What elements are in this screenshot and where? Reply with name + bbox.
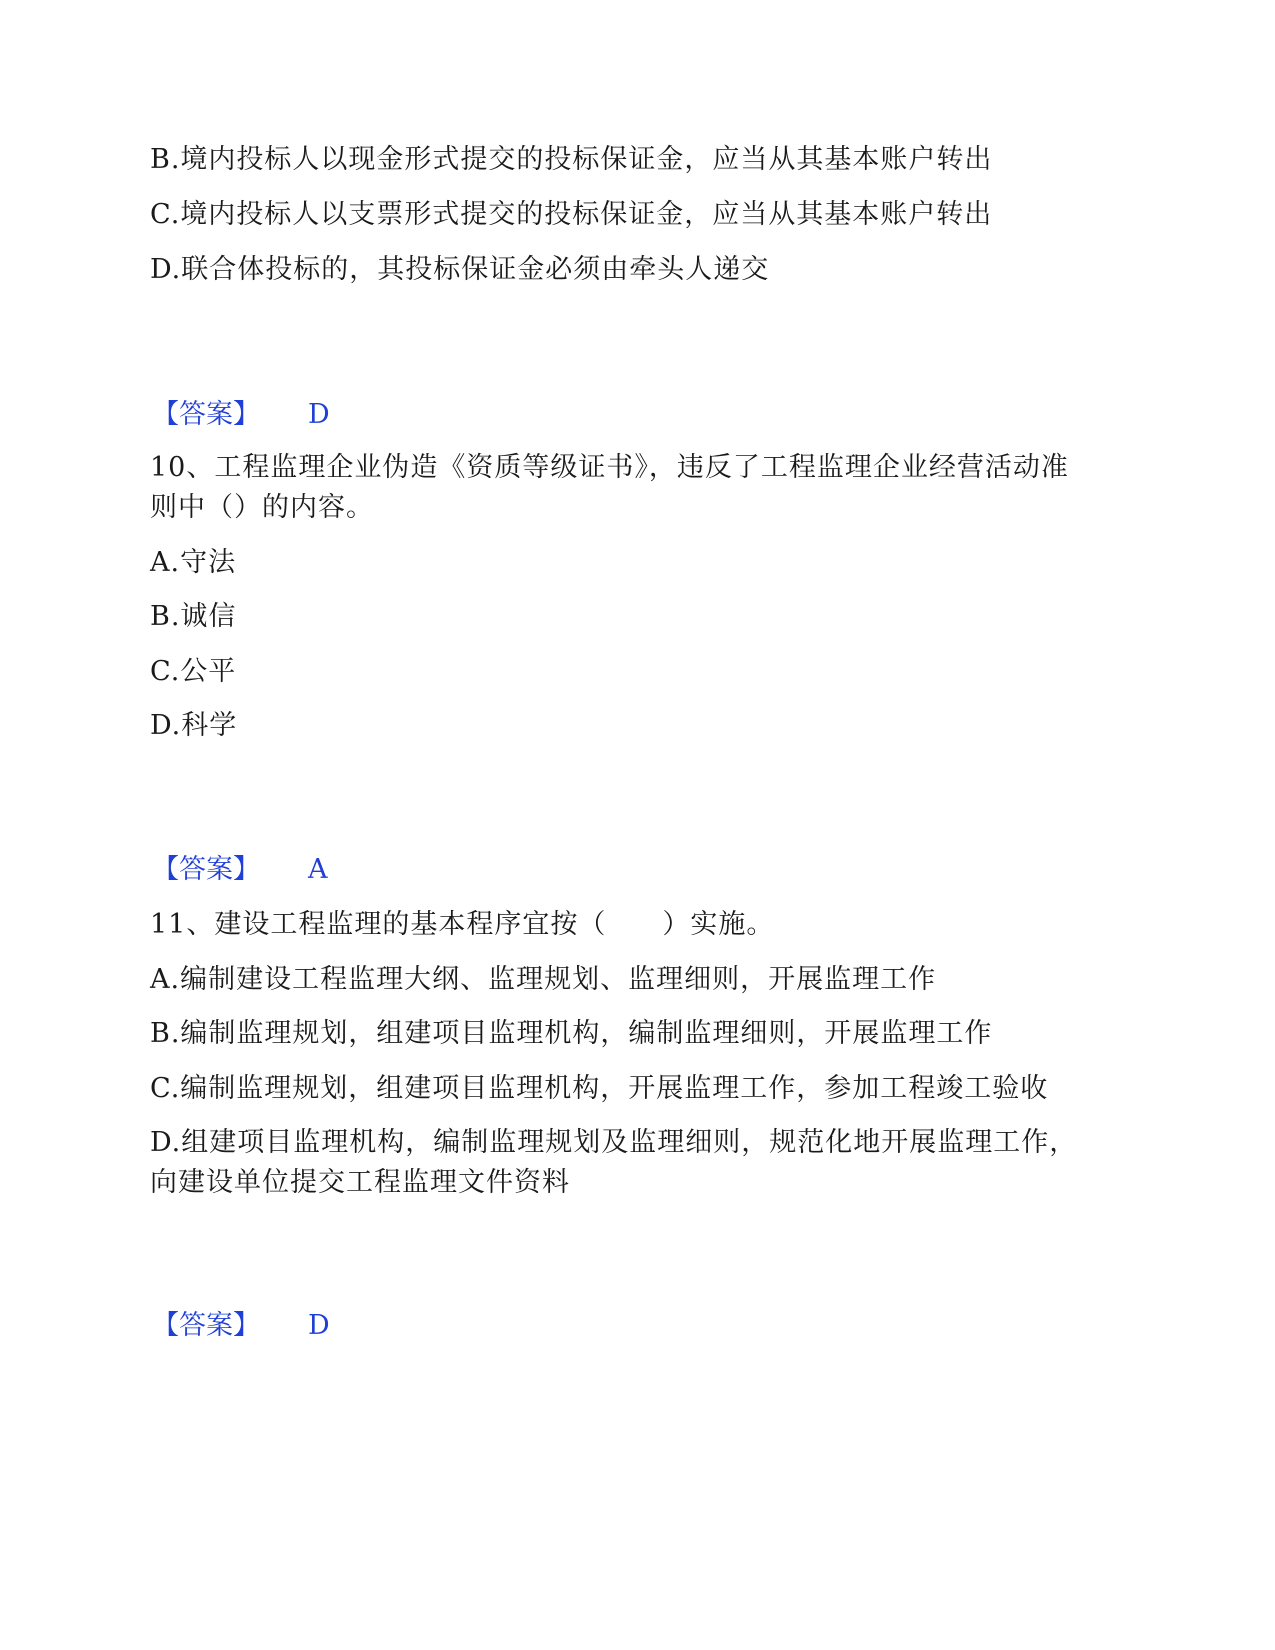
q11-stem: 11、建设工程监理的基本程序宜按（ ）实施。 [150,909,775,940]
q10-option-d: D.科学 [150,710,238,741]
answer-value: D [308,1310,330,1341]
answer-label: 【答案】 [152,1310,260,1341]
q10-option-b: B.诚信 [150,601,237,632]
q11-option-b: B.编制监理规划，组建项目监理机构，编制监理细则，开展监理工作 [150,1018,993,1049]
q10-answer [152,850,328,890]
q9-option-c: C.境内投标人以支票形式提交的投标保证金，应当从其基本账户转出 [150,199,993,230]
answer-label: 【答案】 [152,854,260,885]
q10-option-c: C.公平 [150,656,237,687]
q10-stem-line1: 10、工程监理企业伪造《资质等级证书》，违反了工程监理企业经营活动准 [150,452,1069,483]
q11-option-d-line2: 向建设单位提交工程监理文件资料 [150,1167,570,1198]
q11-option-d-line1: D.组建项目监理机构，编制监理规划及监理细则，规范化地开展监理工作， [150,1127,1078,1158]
answer-label: 【答案】 [152,399,260,430]
answer-value: A [308,854,328,885]
q9-option-d: D.联合体投标的，其投标保证金必须由牵头人递交 [150,254,770,285]
q9-answer [152,395,330,435]
q11-option-c: C.编制监理规划，组建项目监理机构，开展监理工作，参加工程竣工验收 [150,1073,1049,1104]
q10-option-a: A.守法 [150,547,237,578]
q10-stem-line2: 则中（）的内容。 [150,492,374,523]
answer-value: D [308,399,330,430]
q9-option-b: B.境内投标人以现金形式提交的投标保证金，应当从其基本账户转出 [150,144,993,175]
q11-option-a: A.编制建设工程监理大纲、监理规划、监理细则，开展监理工作 [150,964,937,995]
q11-answer [152,1306,330,1346]
